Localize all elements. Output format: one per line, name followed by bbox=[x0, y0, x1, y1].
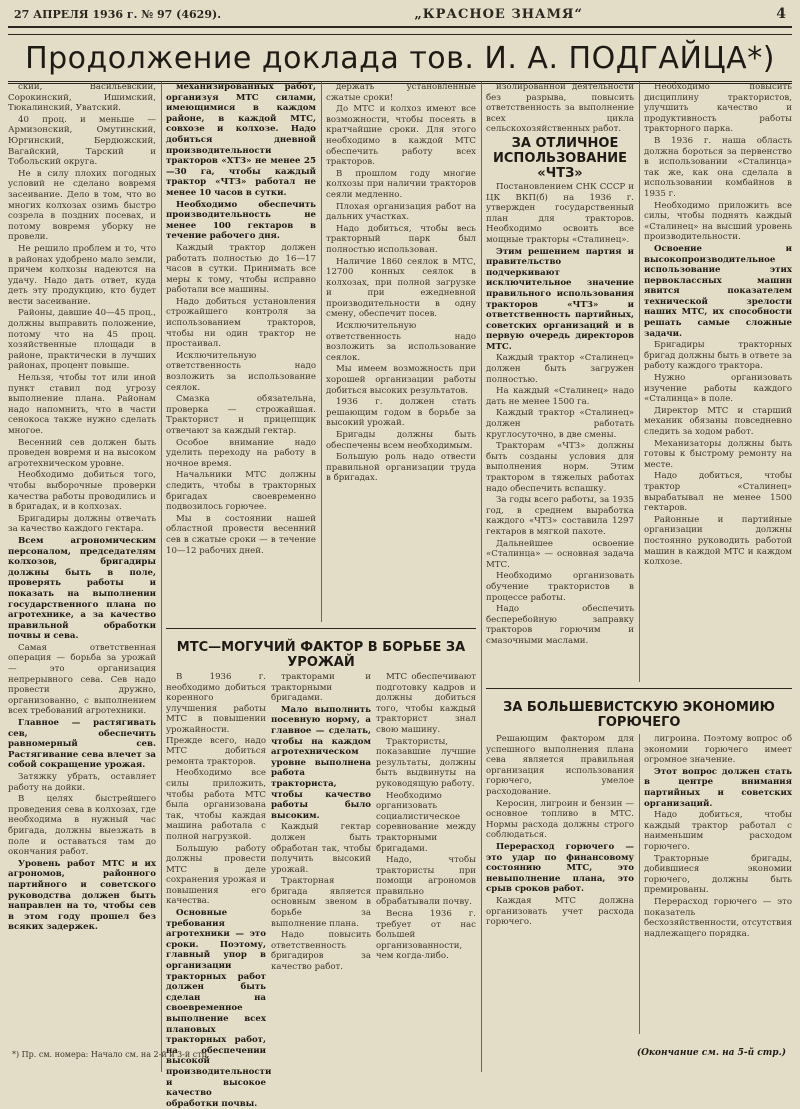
paragraph: Особое внимание надо уделить переходу на работу в ночное время. bbox=[166, 437, 316, 469]
paragraph: Постановлением СНК СССР и ЦК ВКП(б) на 1936 г. утвержден государственный план для тракторов. Необходимо освоить все мощные тракторы «Сталинец». bbox=[486, 181, 634, 245]
paragraph: Необходимо обеспечить производительность не менее 100 гектаров в течение рабочего дня. bbox=[166, 199, 316, 242]
section-heading: ЗА ОТЛИЧНОЕ ИСПОЛЬЗОВАНИЕ «ЧТЗ» bbox=[493, 135, 627, 181]
paragraph: За годы всего работы, за 1935 год, в среднем выработка каждого «ЧТЗ» составила 1297 гектаров в мягкой пахоте. bbox=[486, 495, 634, 537]
paragraph: тракторами и тракторными бригадами. bbox=[271, 672, 371, 704]
paragraph: Надо добиться, чтобы трактор «Сталинец» вырабатывал не менее 1500 гектаров. bbox=[644, 471, 792, 514]
paragraph: Необходимо приложить все силы, чтобы поднять каждый «Сталинец» на высший уровень производительности. bbox=[644, 200, 792, 243]
paragraph: Перерасход горючего — это показатель бесхозяйственности, отсутствия надлежащего порядка. bbox=[644, 896, 792, 939]
paragraph: Необходимо все силы приложить, чтобы работа МТС была организована так, чтобы каждая машина работала с полной нагрузкой. bbox=[166, 768, 266, 842]
paragraph: В прошлом году многие колхозы при наличии тракторов сеяли медленно. bbox=[326, 168, 476, 200]
paragraph: Дальнейшее освоение «Сталинца» — основная задача МТС. bbox=[486, 538, 634, 570]
paragraph: В целях быстрейшего проведения сева в колхозах, где необходима в нужный час бригада, должны выезжать в поле и оставаться там до окончания работ. bbox=[8, 794, 156, 858]
paragraph: лигроина. Поэтому вопрос об экономии горючего имеет огромное значение. bbox=[644, 734, 792, 766]
paragraph: Механизаторы должны быть готовы к быстрому ремонту на месте. bbox=[644, 438, 792, 470]
paragraph: Освоение и высокопроизводительное использование этих первоклассных машин явится показателем технической зрелости наших МТС, их способности решать самые сложные задачи. bbox=[644, 243, 792, 339]
paragraph: Керосин, лигроин и бензин — основное топливо в МТС. Нормы расхода должны строго соблюдаться. bbox=[486, 798, 634, 841]
issue-date: 27 АПРЕЛЯ 1936 г. № 97 (4629). bbox=[14, 8, 222, 21]
paragraph: Смазка обязательна, проверка — строжайшая. Тракторист и прицепщик отвечают за каждый гектар. bbox=[166, 394, 316, 436]
masthead bbox=[8, 6, 792, 28]
paragraph: Перерасход горючего — это удар по финансовому состоянию МТС, это невыполнение плана, это срыв сроков работ. bbox=[486, 841, 634, 895]
paragraph: Весенний сев должен быть проведен вовремя и на высоком агротехническом уровне. bbox=[8, 437, 156, 469]
paragraph: Тракторные бригады, добившиеся экономии горючего, должны быть премированы. bbox=[644, 853, 792, 896]
paragraph: Бригадиры тракторных бригад должны быть в ответе за работу каждого трактора. bbox=[644, 340, 792, 372]
paragraph: Тракторам «ЧТЗ» должны быть созданы условия для выполнения норм. Этим трактором в тяжелых работах надо обеспечить вспашку. bbox=[486, 441, 634, 494]
paragraph: Основные требования агротехники — это сроки. Поэтому, главный упор в организации тракторных работ должен быть сделан на своевременное выполнение всех плановых тракторных работ, на обеспечении высокой производительности и высокое качество обработки почвы. bbox=[166, 908, 272, 1109]
paragraph: Необходимо повысить дисциплину трактористов, улучшить качество и продуктивность работы тракторного парка. bbox=[644, 82, 792, 135]
paragraph: В 1936 г. наша область должна бороться за первенство в использовании «Сталинца» так же, как она сделала в использовании комбайнов в 1935 г. bbox=[644, 135, 792, 199]
paragraph: Необходимо добиться того, чтобы выборочные проверки качества работы проводились и в бригадах, и в колхозах. bbox=[8, 470, 156, 513]
column-divider bbox=[639, 734, 640, 1034]
paragraph: Тракторная бригада является основным звеном в борьбе за выполнение плана. bbox=[271, 876, 371, 929]
paragraph: Необходимо организовать социалистическое соревнование между тракторными бригадами. bbox=[376, 790, 476, 854]
paragraph: Всем агрономическим персоналом, председателям колхозов, бригадиры должны быть в поле, проверять работы и показать на выполнении государственного плана по агротехнике, а за качество правильной обработки почвы и сева. bbox=[8, 535, 156, 642]
column-3-top bbox=[326, 82, 476, 622]
economy-column-b bbox=[644, 734, 792, 1034]
column-5 bbox=[644, 82, 792, 682]
paragraph: Исключительную ответственность надо возложить за использование сеялок. bbox=[326, 321, 476, 363]
paragraph: Мы в состоянии нашей областной провести весенний сев в сжатые сроки — в течение 10—12 рабочих дней. bbox=[166, 513, 316, 556]
paragraph: В 1936 г. необходимо добиться коренного улучшения работы МТС в повышении урожайности. Прежде всего, надо МТС добиться ремонта тракторов. bbox=[166, 672, 266, 767]
paragraph: Надо повысить ответственность бригадиров за качество работ. bbox=[271, 930, 371, 973]
article-title-bar bbox=[8, 34, 792, 84]
column-1 bbox=[8, 82, 156, 1072]
footnote: *) Пр. см. номера: Начало см. на 2-й и 3-й стр. bbox=[12, 1050, 210, 1059]
column-2-top bbox=[166, 82, 316, 622]
article-columns bbox=[8, 82, 792, 1109]
column-divider bbox=[161, 82, 162, 1072]
mts-column-b bbox=[271, 672, 371, 1072]
paragraph: Решающим фактором для успешного выполнения плана сева является правильная организация использования горючего, умелое расходование. bbox=[486, 734, 634, 797]
paragraph: Не в силу плохих погодных условий не сделано вовремя засеивание. Дело в том, что во многих колхозах озимь быстро созрела в поздних посевах, и потому вовремя уборку не провели. bbox=[8, 168, 156, 243]
paragraph: ский, Васильевский, Сорокинский, Ишимский, Тюкалинский, Уватский. bbox=[8, 82, 156, 114]
paragraph: Районные и партийные организации должны постоянно руководить работой машин в каждой МТС и каждом колхозе. bbox=[644, 514, 792, 568]
paragraph: 40 проц. и меньше — Армизонский, Омутинский, Юргинский, Бердюжский, Вагайский, Тарский и Тобольский округа. bbox=[8, 114, 156, 168]
paragraph: До МТС и колхоз имеют все возможности, чтобы посеять в кратчайшие сроки. Для этого необходимо в каждой МТС обеспечить работу всех тракторов. bbox=[326, 104, 476, 168]
paragraph: Не решило проблем и то, что в районах удобрено мало земли, причем колхозы надеются на удачу. Надо дать ответ, куда деть эту продукцию, кто будет вести засеивание. bbox=[8, 243, 156, 307]
paragraph: Исключительную ответственность надо возложить за использование сеялок. bbox=[166, 350, 316, 393]
paragraph: Весна 1936 г. требует от нас большей организованности, чем когда-либо. bbox=[376, 909, 476, 962]
paragraph: Большую роль надо отвести правильной организации труда в бригадах. bbox=[326, 452, 476, 484]
economy-section-heading: ЗА БОЛЬШЕВИСТСКУЮ ЭКОНОМИЮ ГОРЮЧЕГО bbox=[503, 700, 775, 730]
paragraph: изолированной деятельности без разрыва, повысить ответственность за выполнение всех цикла сельскохозяйственных работ. bbox=[486, 82, 634, 135]
paragraph: Надо, чтобы трактористы при помощи агрономов правильно обрабатывали почву. bbox=[376, 855, 476, 908]
column-divider bbox=[481, 82, 482, 1072]
mts-section-heading: МТС—МОГУЧИЙ ФАКТОР В БОРЬБЕ ЗА УРОЖАЙ bbox=[176, 640, 466, 670]
paragraph: Надо добиться, чтобы весь тракторный парк был полностью использован. bbox=[326, 223, 476, 255]
paragraph: Этим решением партия и правительство подчеркивают исключительное значение правильного использования тракторов «ЧТЗ» и ответственность партийных, советских организаций и в первую очередь директоров МТС. bbox=[486, 246, 634, 352]
mts-column-c bbox=[376, 672, 476, 1072]
paragraph: Нельзя, чтобы тот или иной пункт ставил под угрозу выполнение плана. Районам надо напомнить, что в части сенокоса также нужно сделать многое. bbox=[8, 373, 156, 436]
paragraph: Надо добиться установления строжайшего контроля за использованием тракторов, чтобы ни один трактор не простаивал. bbox=[166, 296, 316, 350]
paragraph: Уровень работ МТС и их агрономов, районного партийного и советского руководства должен быть направлен на то, чтобы сев в этом году прошел без всяких задержек. bbox=[8, 858, 156, 933]
economy-column-a bbox=[486, 734, 634, 1034]
paragraph: Мало выполнить посевную норму, а главное — сделать, чтобы на каждом агротехническом уровне выполнена работа тракториста, чтобы качество работы было высоким. bbox=[271, 704, 371, 821]
paragraph: На каждый «Сталинец» надо дать не менее 1500 га. bbox=[486, 386, 634, 407]
paragraph: Каждый гектар должен быть обработан так, чтобы получить высокий урожай. bbox=[271, 822, 371, 875]
column-4 bbox=[486, 82, 634, 682]
paragraph: Бригадиры должны отвечать за качество каждого гектара. bbox=[8, 513, 156, 535]
paragraph: Начальники МТС должны следить, чтобы в тракторных бригадах своевременно подвозилось горючее. bbox=[166, 470, 316, 513]
paragraph: механизированных работ, организуя МТС силами, имеющимися в каждом районе, в каждой МТС, совхозе и колхозе. Надо добиться дневной производительности тракторов «ХТЗ» не менее 25—30 га, чтобы каждый трактор «ЧТЗ» работал не менее 10 часов в сутки. bbox=[166, 82, 316, 198]
paragraph: Плохая организация работ на дальних участках. bbox=[326, 201, 476, 223]
paragraph: Каждая МТС должна организовать учет расхода горючего. bbox=[486, 895, 634, 928]
paragraph: Большую работу должны провести МТС в деле сохранения урожая и повышения его качества. bbox=[166, 843, 266, 907]
paragraph: Надо обеспечить бесперебойную заправку тракторов горючим и смазочными маслами. bbox=[486, 604, 634, 646]
paragraph: Бригады должны быть обеспечены всем необходимым. bbox=[326, 430, 476, 451]
paragraph: 1936 г. должен стать решающим годом в борьбе за высокий урожай. bbox=[326, 397, 476, 429]
paragraph: Главное — растягивать сев, обеспечить равномерный сев. Растягивание сева влечет за собой сокращение урожая. bbox=[8, 718, 156, 771]
publication-name: „КРАСНОЕ ЗНАМЯ“ bbox=[414, 7, 583, 22]
paragraph: МТС обеспечивают подготовку кадров и должны добиться того, чтобы каждый тракторист знал свою машину. bbox=[376, 672, 476, 735]
paragraph: Необходимо организовать обучение трактористов в процессе работы. bbox=[486, 571, 634, 603]
paragraph: Надо добиться, чтобы каждый трактор работал с наименьшим расходом горючего. bbox=[644, 810, 792, 852]
column-divider bbox=[321, 82, 322, 622]
paragraph: держать установленные сжатые сроки! bbox=[326, 82, 476, 103]
mts-column-a bbox=[166, 672, 272, 1109]
column-divider bbox=[639, 82, 640, 682]
paragraph: Трактористы, показавшие лучшие результаты, должны быть выдвинуты на руководящую работу. bbox=[376, 736, 476, 789]
paragraph: Самая ответственная операция — борьба за урожай — это организация непрерывного сева. Сев надо провести дружно, организованно, с выполнением всех требований агротехники. bbox=[8, 642, 156, 717]
paragraph: Затяжку убрать, оставляет работу на дойки. bbox=[8, 772, 156, 793]
paragraph: Каждый трактор «Сталинец» должен работать круглосуточно, в две смены. bbox=[486, 408, 634, 440]
paragraph: Директор МТС и старший механик обязаны повседневно следить за ходом работ. bbox=[644, 405, 792, 437]
paragraph: Нужно организовать изучение работы каждого «Сталинца» в поле. bbox=[644, 373, 792, 405]
paragraph: Районы, давшие 40—45 проц., должны выправить положение, потому что на 45 проц. хозяйственные площади в районе, практически в лучших районах, процент повыше. bbox=[8, 308, 156, 372]
economy-section-rule bbox=[486, 688, 792, 689]
paragraph: Каждый трактор должен работать полностью до 16—17 часов в сутки. Принимать все меры к тому, чтобы исправно работали все машины. bbox=[166, 242, 316, 296]
page-number: 4 bbox=[776, 6, 786, 22]
paragraph: Наличие 1860 сеялок в МТС, 12700 конных сеялок в колхозах, при полной загрузке и при ежедневной производительности в одну смену, обеспечит посев. bbox=[326, 256, 476, 320]
mts-section-rule bbox=[166, 628, 476, 629]
paragraph: Этот вопрос должен стать в центре внимания партийных и советских организаций. bbox=[644, 766, 792, 809]
paragraph: Каждый трактор «Сталинец» должен быть загружен полностью. bbox=[486, 353, 634, 385]
continued-note: (Окончание см. на 5-й стр.) bbox=[636, 1048, 786, 1058]
paragraph: Мы имеем возможность при хорошей организации работы добиться высоких результатов. bbox=[326, 364, 476, 396]
article-title: Продолжение доклада тов. И. А. ПОДГАЙЦА*) bbox=[25, 40, 775, 76]
